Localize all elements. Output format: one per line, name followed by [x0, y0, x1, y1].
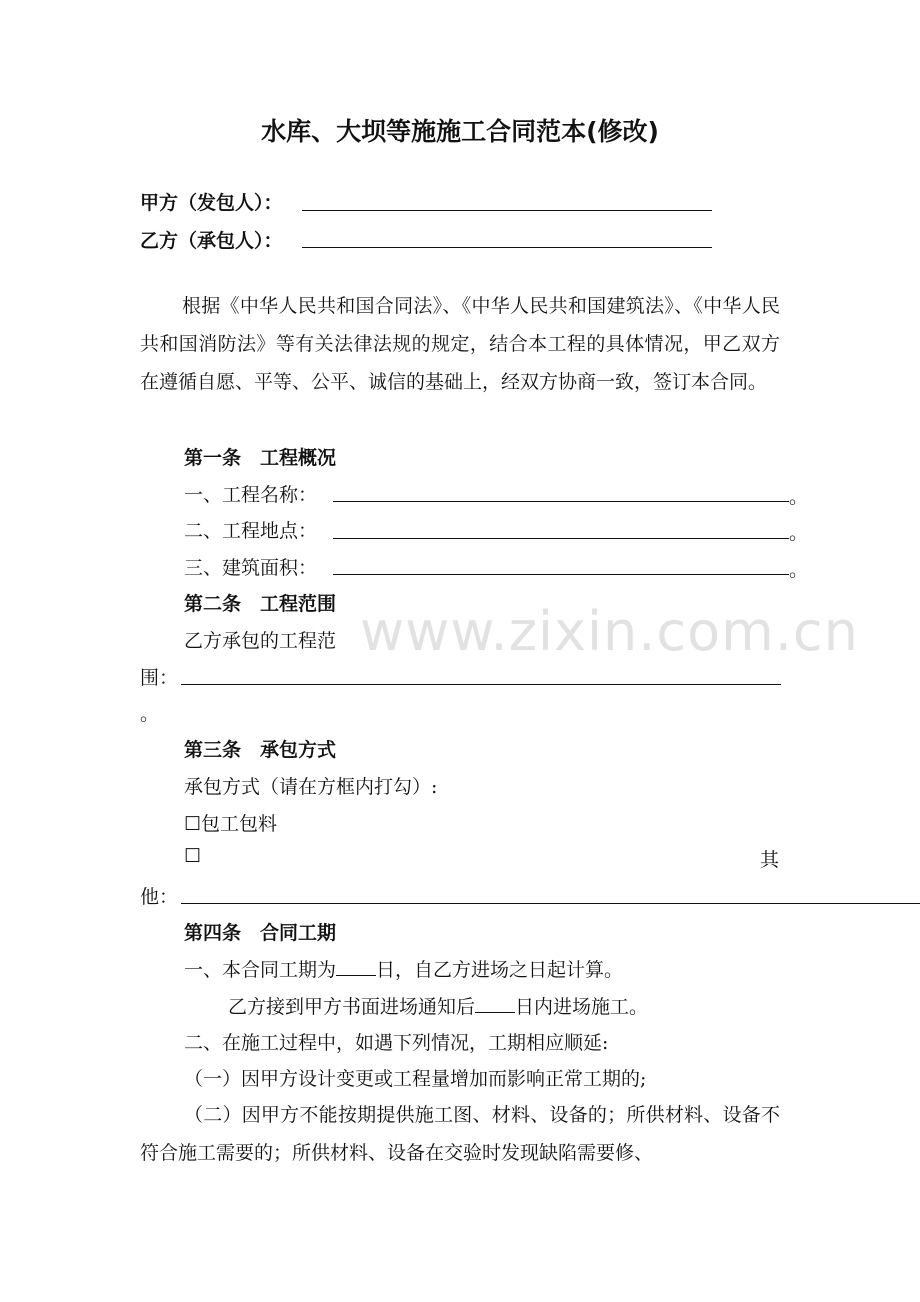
building-area-field[interactable]	[333, 574, 789, 575]
term-text-b: 日，自乙方进场之日起计算。	[376, 959, 624, 981]
project-name-field[interactable]	[333, 501, 789, 502]
period: 。	[140, 703, 160, 725]
party-b-field[interactable]	[302, 247, 712, 248]
option-other-label: 他：	[140, 886, 179, 908]
extension-item-1: （一）因甲方设计变更或工程量增加而影响正常工期的;	[184, 1068, 647, 1090]
project-name-label: 一、工程名称：	[184, 484, 318, 506]
article-4-heading: 第四条 合同工期	[184, 922, 337, 944]
extension-item-2: （二）因甲方不能按期提供施工图、材料、设备的；所供材料、设备不符合施工需要的；所供材料、设备在交验时发现缺陷需要修、	[140, 1104, 780, 1164]
party-a-field[interactable]	[302, 210, 712, 211]
term-days-field[interactable]	[336, 957, 376, 976]
entry-text-a: 乙方接到甲方书面进场通知后	[228, 996, 476, 1018]
term-text-a: 一、本合同工期为	[184, 959, 337, 981]
article-2-heading: 第二条 工程范围	[184, 593, 337, 615]
building-area-label: 三、建筑面积：	[184, 557, 318, 579]
term-line-2	[228, 992, 648, 1019]
scope-field[interactable]	[181, 684, 781, 685]
watermark: www.zixin.com.cn	[360, 600, 859, 663]
party-a-label: 甲方（发包人）：	[140, 192, 283, 214]
project-location-field[interactable]	[333, 538, 789, 539]
option-labor-and-materials[interactable]: ☐包工包料	[184, 813, 278, 835]
contract-mode-instruction: 承包方式（请在方框内打勾）:	[184, 776, 438, 798]
term-line-1	[184, 955, 623, 982]
article-1-heading: 第一条 工程概况	[184, 447, 337, 469]
document-title: 水库、大坝等施施工合同范本(修改)	[261, 117, 659, 146]
article-3-heading: 第三条 承包方式	[184, 739, 337, 761]
scope-label: 围：	[140, 667, 179, 689]
option-other-field[interactable]	[181, 903, 920, 904]
period: 。	[789, 522, 809, 544]
entry-days-field[interactable]	[475, 994, 515, 1013]
project-location-label: 二、工程地点：	[184, 520, 318, 542]
option-other-checkbox[interactable]: ☐	[184, 845, 202, 867]
extension-intro: 二、在施工过程中，如遇下列情况，工期相应顺延:	[184, 1032, 609, 1054]
period: 。	[789, 486, 809, 508]
scope-text: 乙方承包的工程范	[184, 630, 337, 652]
entry-text-b: 日内进场施工。	[515, 996, 649, 1018]
option-other-text: 其	[760, 849, 780, 871]
party-b-label: 乙方（承包人）：	[140, 230, 283, 252]
intro-paragraph: 根据《中华人民共和国合同法》、《中华人民共和国建筑法》、《中华人民共和国消防法》等有关法律法规的规定，结合本工程的具体情况，甲乙双方在遵循自愿、平等、公平、诚信的基础上，经双方协商一致，签订本合同。	[140, 295, 780, 393]
period: 。	[789, 559, 809, 581]
